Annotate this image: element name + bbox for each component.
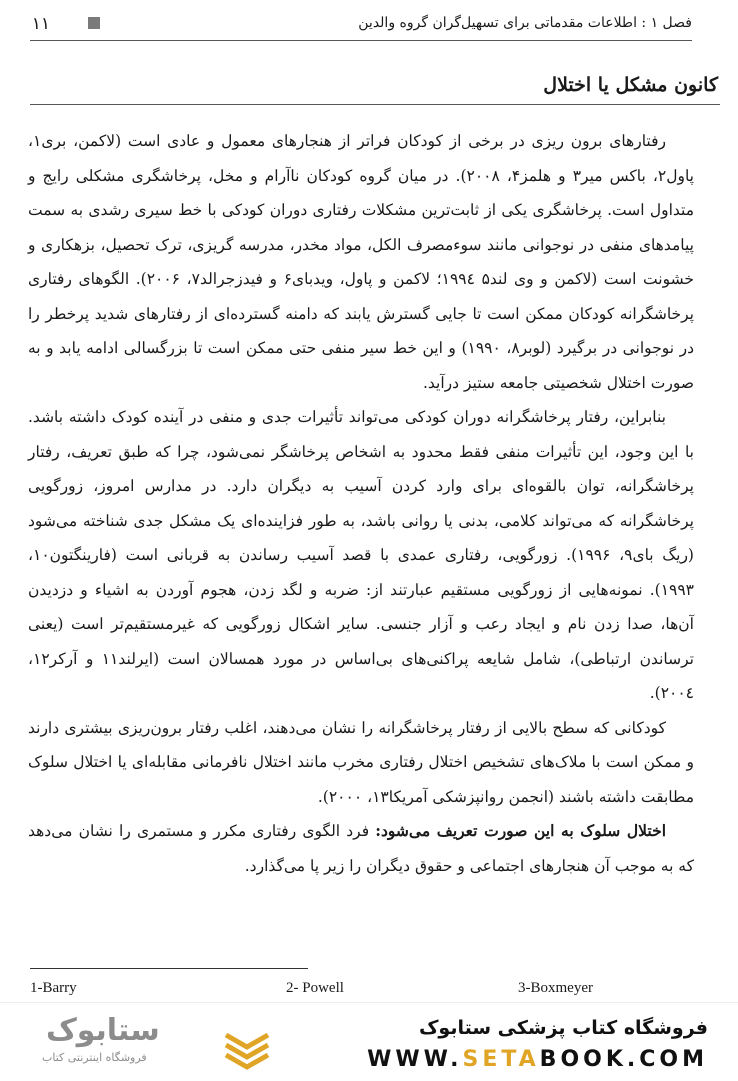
paragraph-3: کودکانی که سطح بالایی از رفتار پرخاشگرانه را نشان می‌دهند، اغلب رفتار برون‌ریزی بیشتری دارند و ممکن است با ملاک‌های تشخیص اختلال رفتاری مخرب مانند اختلال نافرمانی مقابله‌ای یا اختلال سلوک مطابقت داشته باشند (انجمن روانپزشکی آمریکا۱۳، ۲۰۰۰). bbox=[28, 718, 694, 806]
footnote-divider bbox=[30, 968, 308, 969]
chapter-title: فصل ۱ : اطلاعات مقدماتی برای تسهیل‌گران گروه والدین bbox=[358, 15, 692, 31]
logo-text: ستابوک bbox=[46, 1013, 160, 1048]
store-banner[interactable] bbox=[0, 1002, 738, 1081]
paragraph-2: بنابراین، رفتار پرخاشگرانه دوران کودکی می‌تواند تأثیرات جدی و منفی در آینده کودک داشته باشد. با این وجود، این تأثیرات منفی فقط محدود به اشخاص پرخاشگر نمی‌شود، چرا که طبق تعریف، رفتار پرخاشگرانه، توان بالقوه‌ای برای وارد کردن آسیب به دیگران دارد. در مدارس امروز، زورگویی پرخاشگرانه که می‌تواند کلامی، بدنی یا روانی باشد، به طور فزاینده‌ای یک مشکل جدی شناخته می‌شود (ریگ بای۹، ۱۹۹۶). زورگویی، رفتاری عمدی با قصد آسیب رساندن به قربانی است (فارینگتون۱۰، ۱۹۹۳). نمونه‌هایی از زورگویی مستقیم عبارتند از: ضربه و لگد زدن، هجوم آوردن به اشیاء و دزدیدن آن‌ها، صدا زدن نام و ایجاد رعب و آزار جنسی. سایر اشکال زورگویی که غیرمستقیم‌تر است (یعنی ترساندن ارتباطی)، شامل شایعه پراکنی‌های بی‌اساس در مورد همسالان است (ایرلند۱۱ و آرکر۱۲، ۲۰۰٤). bbox=[28, 408, 695, 702]
square-marker-icon bbox=[88, 17, 100, 29]
definition-text: فرد الگوی رفتاری مکرر و مستمری را نشان می‌دهد که به موجب آن هنجارهای اجتماعی و حقوق دیگران را زیر پا می‌گذارد. bbox=[28, 822, 694, 875]
footnote-2: 2- Powell bbox=[286, 980, 344, 996]
url-suffix: BOOK.COM bbox=[539, 1047, 708, 1072]
paragraph-4 bbox=[28, 814, 694, 883]
shop-url-link[interactable] bbox=[367, 1047, 708, 1072]
body-text bbox=[28, 124, 694, 883]
store-logo[interactable] bbox=[18, 1013, 198, 1075]
footnote-1: 1-Barry bbox=[30, 980, 77, 996]
page-number: ۱۱ bbox=[31, 14, 50, 34]
chevron-stack-icon bbox=[222, 1031, 272, 1071]
logo-subtitle: فروشگاه اینترنتی کتاب bbox=[42, 1051, 147, 1064]
footnotes bbox=[30, 980, 700, 1004]
shop-name: فروشگاه کتاب پزشکی ستابوک bbox=[418, 1017, 708, 1039]
paragraph-1: رفتارهای برون ریزی در برخی از کودکان فراتر از هنجارهای معمول و عادی است (لاکمن، بری۱، پاول۲، باکس میر۳ و هلمز۴، ۲۰۰۸). در میان گروه کودکان ناآرام و مخل، پرخاشگری مشکلی رایج و متداول است. پرخاشگری یکی از ثابت‌ترین مشکلات رفتاری دوران کودکی با خط سیری رشدی به سمت پیامدهای منفی در نوجوانی مانند سوءمصرف الکل، مواد مخدر، مدرسه گریزی، ترک تحصیل، بزهکاری و خشونت است (لاکمن و وی لند۵ ۱۹۹٤؛ لاکمن و پاول، ویدبای۶ و فیدزجرالد۷، ۲۰۰۶). الگوهای رفتاری پرخاشگرانه کودکان ممکن است تا جایی گسترش یابند که دامنه گسترده‌ای از رفتارهای شدید پرخطر را در نوجوانی در برگیرد (لوبر۸، ۱۹۹۰) و این خط سیر منفی حتی ممکن است تا بزرگسالی ادامه یابد و به صورت اختلال شخصیتی جامعه ستیز درآید. bbox=[28, 132, 694, 392]
heading-divider bbox=[30, 104, 720, 105]
definition-term: اختلال سلوک به این صورت تعریف می‌شود: bbox=[375, 821, 666, 840]
url-accent: SETA bbox=[462, 1047, 540, 1072]
footnote-3: 3-Boxmeyer bbox=[518, 980, 593, 996]
url-prefix: WWW. bbox=[367, 1047, 463, 1072]
page-header bbox=[30, 6, 692, 41]
section-heading: کانون مشکل یا اختلال bbox=[543, 74, 718, 96]
